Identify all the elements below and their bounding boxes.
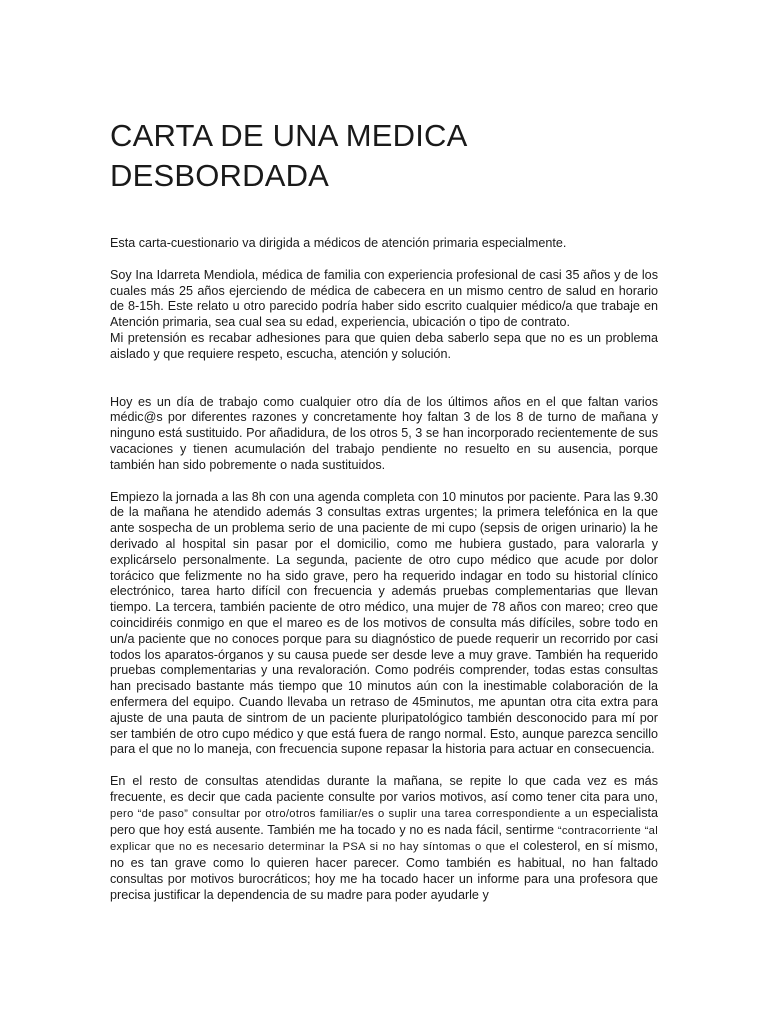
intro-paragraph: Esta carta-cuestionario va dirigida a médicos de atención primaria especialmente.	[110, 236, 567, 250]
paragraph-5-part-c: especialista pero que hoy está ausente. También me ha tocado y no es nada fácil, sentirme	[110, 805, 658, 837]
title-line-1: CARTA DE UNA MEDICA	[110, 118, 468, 153]
paragraph-3: Hoy es un día de trabajo como cualquier otro día de los últimos años en el que faltan varios médic@s por diferentes razones y concretamente hoy faltan 3 de los 8 de turno de mañana y ninguno está sustituido. Por añadidura, de los otros 5, 3 se han incorporado recientemente de sus vacaciones y tienen acumulación del trabajo pendiente no resuelto en su ausencia, porque también han sido pobremente o nada sustituidos.	[110, 394, 658, 472]
paragraph-5-part-a: En el resto de consultas atendidas durante la mañana, se repite lo que cada vez es más frecuente, es decir que cada paciente consulte por varios motivos, así como tener cita para uno,	[110, 774, 658, 804]
paragraph-4: Empiezo la jornada a las 8h con una agenda completa con 10 minutos por paciente. Para las 9.30 de la mañana he atendido además 3 consultas extras urgentes; la primera telefónica en la que ante sospecha de un problema serio de una paciente de mi cupo (sepsis de origen urinario) la he derivado al hospital sin pasar por el domicilio, como me hubiera gustado, para valorarla y explicárselo personalmente. La segunda, paciente de otro cupo médico que acude por dolor torácico que felizmente no ha sido grave, pero ha requerido indagar en todo su historial clínico electrónico, tarea harto difícil con frecuencia y además pruebas complementarias que llevan tiempo. La tercera, también paciente de otro médico, una mujer de 78 años con mareo; creo que coincidiréis conmigo en que el mareo es de los motivos de consulta más difíciles, sobre todo en un/a paciente que no conoces porque para su diagnóstico de puede requerir un recorrido por casi todos los aparatos-órganos y su causa puede ser desde leve a muy grave. También ha requerido pruebas complementarias y una revaloración. Como podréis comprender, todas estas consultas han precisado bastante más tiempo que 10 minutos aún con la inestimable colaboración de la enfermera del equipo. Cuando llevaba un retraso de 45minutos, me apuntan otra cita extra para ajuste de una pauta de sintrom de un paciente pluripatológico también desconocido para mí por ser también de otro cupo médico y que está fuera de rango normal. Esto, aunque parezca sencillo para el que no lo maneja, con frecuencia supone repasar la historia para actuar en consecuencia.	[110, 489, 658, 757]
paragraph-2: Mi pretensión es recabar adhesiones para que quien deba saberlo sepa que no es un problema aislado y que requiere respeto, escucha, atención y solución.	[110, 330, 658, 361]
paragraph-5-part-e: colesterol, en sí mismo, no es tan grave como lo quieren hacer parecer. Como también es habitual, no han faltado consultas por motivos burocráticos; hoy me ha tocado hacer un informe para una profesora que precisa justificar la dependencia de su madre para poder ayudarle y	[110, 839, 658, 902]
title-line-2: DESBORDADA	[110, 158, 330, 193]
paragraph-1: Soy Ina Idarreta Mendiola, médica de familia con experiencia profesional de casi 35 años y de los cuales más 25 años ejerciendo de médica de cabecera en un mismo centro de salud en horario de 8-15h. Este relato u otro parecido podría haber sido escrito cualquier médico/a que trabaje en Atención primaria, sea cual sea su edad, experiencia, ubicación o tipo de contrato.	[110, 267, 658, 330]
paragraph-5-part-b: pero “de paso” consultar por otro/otros familiar/es o suplir una tarea correspondiente a un	[110, 807, 589, 820]
paragraph-5	[110, 774, 658, 903]
paragraph-5-part-d: “contracorriente “al explicar que no es necesario determinar la PSA si no hay síntomas o que el	[110, 824, 658, 854]
document-title	[110, 116, 658, 196]
